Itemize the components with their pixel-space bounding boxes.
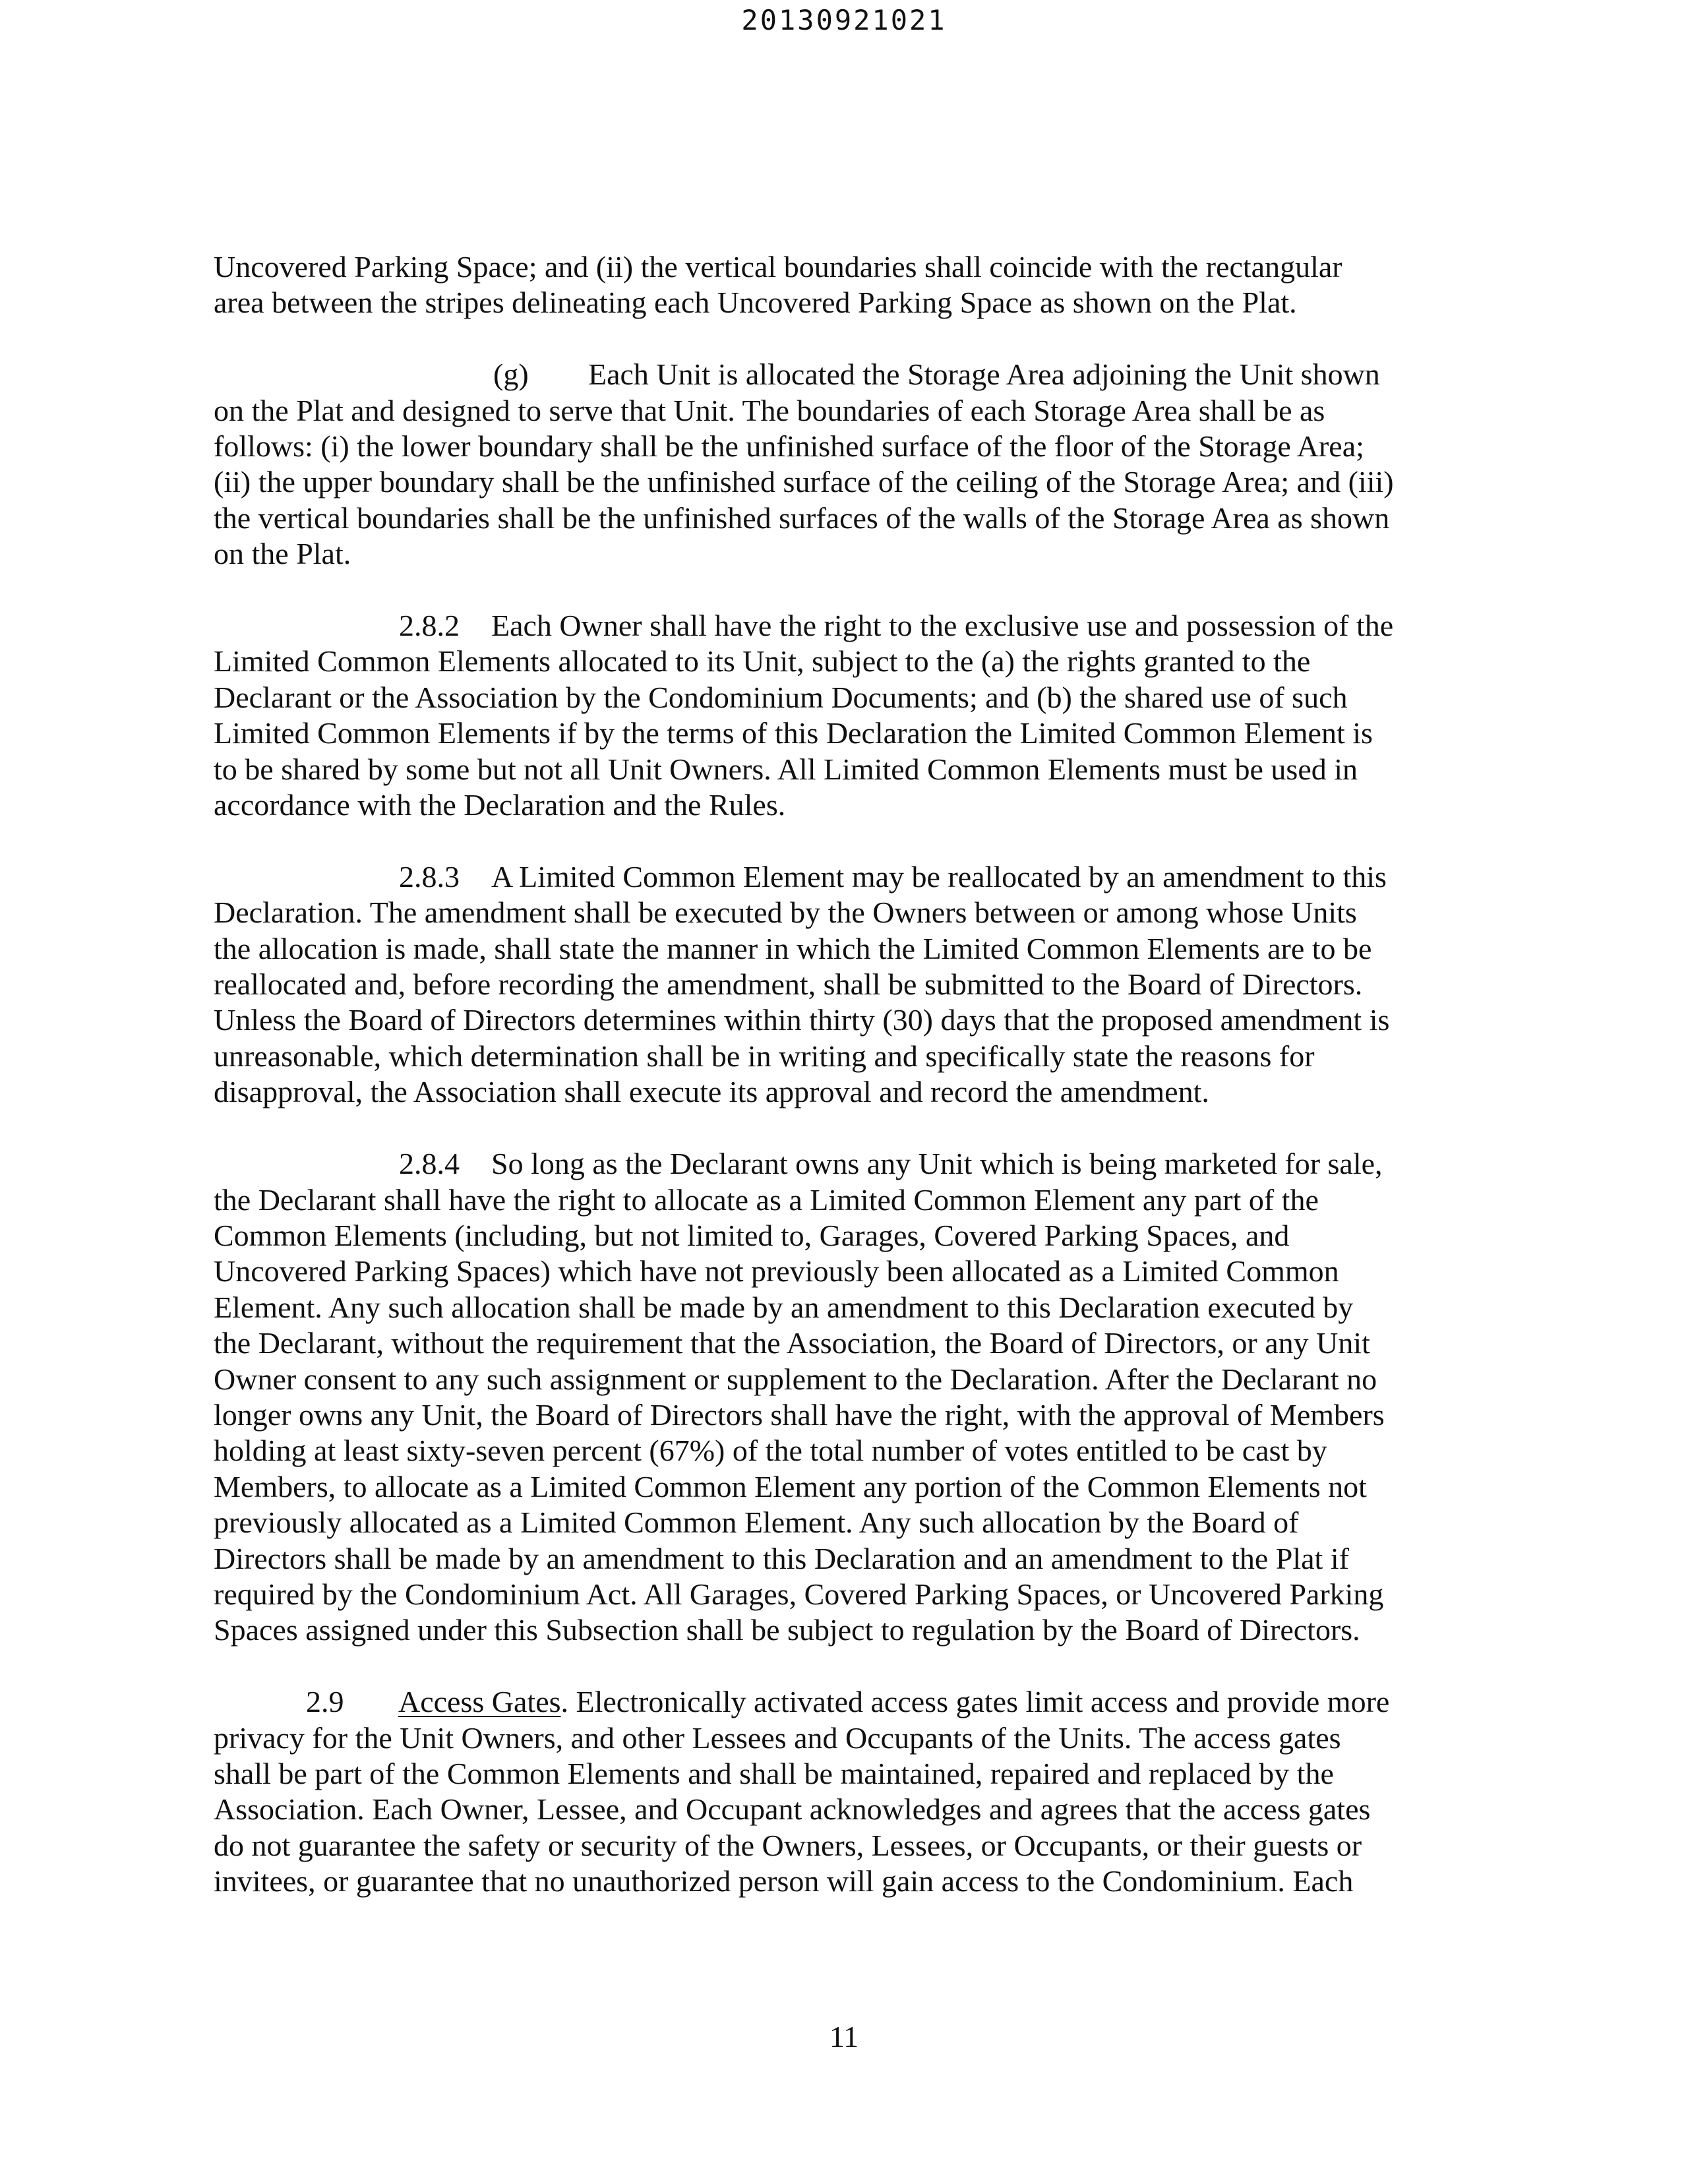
text-line: on the Plat and designed to serve that Unit. The boundaries of each Storage Area shall be as — [214, 393, 1325, 427]
paragraph-label: (g) — [493, 357, 529, 392]
first-line-text: So long as the Declarant owns any Unit which is being marketed for sale, — [491, 1147, 1383, 1181]
text-line: Owner consent to any such assignment or supplement to the Declaration. After the Declarant no — [214, 1362, 1377, 1396]
section-number: 2.8.2 — [399, 609, 460, 643]
text-line — [214, 357, 1440, 392]
text-line: Association. Each Owner, Lessee, and Occupant acknowledges and agrees that the access gates — [214, 1792, 1371, 1827]
text-line: shall be part of the Common Elements and shall be maintained, repaired and replaced by the — [214, 1756, 1334, 1790]
text-line: disapproval, the Association shall execute its approval and record the amendment. — [214, 1075, 1209, 1109]
text-line: follows: (i) the lower boundary shall be the unfinished surface of the floor of the Storage Area; — [214, 429, 1364, 464]
text-line: accordance with the Declaration and the Rules. — [214, 788, 786, 822]
text-line — [214, 1684, 1440, 1720]
text-line: privacy for the Unit Owners, and other Lessees and Occupants of the Units. The access gates — [214, 1720, 1341, 1755]
text-line: Declarant or the Association by the Condominium Documents; and (b) the shared use of such — [214, 680, 1348, 714]
page-number: 11 — [829, 2020, 859, 2053]
text-line: Declaration. The amendment shall be executed by the Owners between or among whose Units — [214, 895, 1357, 930]
document-number: 20130921021 — [741, 4, 947, 36]
section-heading: Access Gates — [398, 1685, 561, 1719]
text-line: the Declarant shall have the right to allocate as a Limited Common Element any part of the — [214, 1182, 1319, 1217]
text-line: previously allocated as a Limited Common Element. Any such allocation by the Board of — [214, 1505, 1299, 1540]
text-line: the allocation is made, shall state the manner in which the Limited Common Elements are to be — [214, 931, 1372, 965]
text-line — [214, 859, 1440, 895]
text-line — [214, 608, 1440, 644]
text-line: Unless the Board of Directors determines within thirty (30) days that the proposed amendment is — [214, 1003, 1390, 1037]
paragraph-uncovered-parking-continuation — [214, 249, 1440, 321]
paragraph-g-storage-area — [214, 357, 1440, 572]
text-line: the Declarant, without the requirement that the Association, the Board of Directors, or any Unit — [214, 1326, 1370, 1360]
text-line: Uncovered Parking Space; and (ii) the vertical boundaries shall coincide with the rectangular — [214, 250, 1342, 284]
first-line-text: . Electronically activated access gates limit access and provide more — [560, 1685, 1390, 1719]
paragraph-2-8-2 — [214, 608, 1440, 823]
text-line: Directors shall be made by an amendment to this Declaration and an amendment to the Plat if — [214, 1541, 1349, 1575]
text-line: Spaces assigned under this Subsection shall be subject to regulation by the Board of Directors. — [214, 1613, 1360, 1647]
text-line: area between the stripes delineating each Uncovered Parking Space as shown on the Plat. — [214, 286, 1297, 320]
first-line-text: Each Owner shall have the right to the exclusive use and possession of the — [491, 609, 1394, 643]
document-body — [214, 249, 1440, 1900]
text-line: do not guarantee the safety or security of the Owners, Lessees, or Occupants, or their guests or — [214, 1828, 1362, 1862]
text-line: unreasonable, which determination shall be in writing and specifically state the reasons for — [214, 1039, 1315, 1073]
section-number: 2.8.4 — [399, 1147, 460, 1181]
text-line: Uncovered Parking Spaces) which have not previously been allocated as a Limited Common — [214, 1254, 1339, 1289]
text-line: the vertical boundaries shall be the unfinished surfaces of the walls of the Storage Area as shown — [214, 501, 1390, 535]
first-line-text: A Limited Common Element may be reallocated by an amendment to this — [491, 859, 1387, 894]
paragraph-2-9-access-gates — [214, 1684, 1440, 1899]
section-number: 2.8.3 — [399, 859, 460, 894]
text-line: invitees, or guarantee that no unauthorized person will gain access to the Condominium. Each — [214, 1864, 1354, 1898]
text-line — [214, 1146, 1440, 1182]
text-line: required by the Condominium Act. All Garages, Covered Parking Spaces, or Uncovered Parking — [214, 1577, 1384, 1611]
text-line: longer owns any Unit, the Board of Directors shall have the right, with the approval of Members — [214, 1397, 1385, 1432]
text-line: Element. Any such allocation shall be made by an amendment to this Declaration executed by — [214, 1290, 1354, 1324]
text-line: Members, to allocate as a Limited Common Element any portion of the Common Elements not — [214, 1469, 1367, 1503]
text-line: on the Plat. — [214, 537, 351, 571]
text-line: (ii) the upper boundary shall be the unfinished surface of the ceiling of the Storage Area; and (iii) — [214, 465, 1394, 499]
text-line: Limited Common Elements allocated to its Unit, subject to the (a) the rights granted to the — [214, 644, 1311, 679]
section-number: 2.9 — [306, 1685, 344, 1719]
paragraph-2-8-3 — [214, 859, 1440, 1110]
text-line: Common Elements (including, but not limited to, Garages, Covered Parking Spaces, and — [214, 1218, 1290, 1252]
paragraph-2-8-4 — [214, 1146, 1440, 1649]
text-line: to be shared by some but not all Unit Owners. All Limited Common Elements must be used in — [214, 752, 1358, 786]
text-line: reallocated and, before recording the amendment, shall be submitted to the Board of Directors. — [214, 967, 1363, 1002]
text-line: Limited Common Elements if by the terms of this Declaration the Limited Common Element is — [214, 716, 1373, 750]
text-line: holding at least sixty-seven percent (67%) of the total number of votes entitled to be cast by — [214, 1434, 1327, 1468]
first-line-text: Each Unit is allocated the Storage Area adjoining the Unit shown — [588, 357, 1380, 392]
